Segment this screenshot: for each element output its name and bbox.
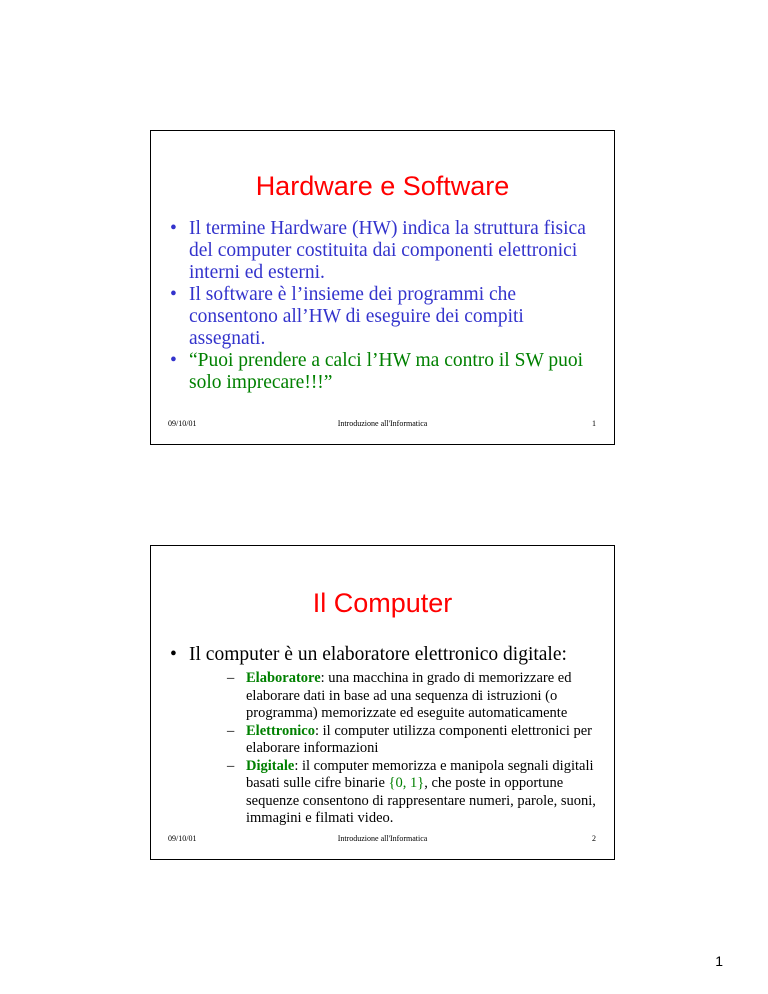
footer-slide-number: 1	[592, 419, 596, 428]
bullet-dot-icon: •	[170, 218, 177, 239]
term: Elaboratore	[246, 670, 321, 686]
binary-digits: {0, 1}	[388, 775, 425, 791]
dash-icon: –	[227, 670, 235, 686]
footer-course: Introduzione all'Informatica	[337, 419, 428, 428]
definition-continued: , che poste in opportune sequenze consentono di rappresentare numeri, parole, suoni, immagini e filmati video.	[246, 775, 596, 826]
bullet-text: Il software è l’insieme dei programmi che consentono all’HW di eseguire dei compiti assegnati.	[189, 284, 524, 349]
footer-course: Introduzione all'Informatica	[337, 834, 428, 843]
bullet-dot-icon: •	[170, 284, 177, 305]
sub-item-elaboratore	[189, 670, 598, 723]
slide-title: Il Computer	[312, 588, 453, 618]
slide-1	[150, 130, 615, 445]
bullet-list	[169, 218, 598, 394]
footer-date: 09/10/01	[168, 419, 197, 428]
footer-date: 09/10/01	[168, 834, 197, 843]
sub-list	[189, 670, 598, 828]
definition: : il computer memorizza e manipola segnali digitali basati sulle cifre binarie	[246, 757, 594, 791]
bullet-item	[169, 644, 598, 828]
dash-icon: –	[227, 757, 235, 774]
bullet-dot-icon: •	[170, 350, 177, 371]
sub-item-elettronico	[189, 723, 598, 758]
bullet-text: Il termine Hardware (HW) indica la struttura fisica del computer costituita dai componenti elettronici interni ed esterni.	[189, 218, 586, 283]
page-number: 1	[715, 953, 723, 969]
bullet-item	[169, 218, 598, 284]
bullet-text: “Puoi prendere a calci l’HW ma contro il SW puoi solo imprecare!!!”	[189, 350, 584, 393]
term: Elettronico	[246, 722, 315, 739]
bullet-list	[169, 644, 598, 828]
definition: : una macchina in grado di memorizzare ed elaborare dati in base ad una sequenza di istruzioni (o programma) memorizzate ed eseguite automaticamente	[246, 670, 572, 721]
slide-title: Hardware e Software	[255, 171, 510, 201]
bullet-text: Il computer è un elaboratore elettronico digitale:	[189, 644, 567, 665]
definition: : il computer utilizza componenti elettronici per elaborare informazioni	[246, 722, 593, 756]
footer-slide-number: 2	[592, 834, 596, 843]
sub-item-digitale	[189, 758, 598, 828]
term: Digitale	[246, 757, 295, 774]
bullet-item	[169, 350, 598, 394]
bullet-dot-icon: •	[170, 644, 177, 665]
slide-2	[150, 545, 615, 860]
dash-icon: –	[227, 722, 235, 739]
bullet-item	[169, 284, 598, 350]
